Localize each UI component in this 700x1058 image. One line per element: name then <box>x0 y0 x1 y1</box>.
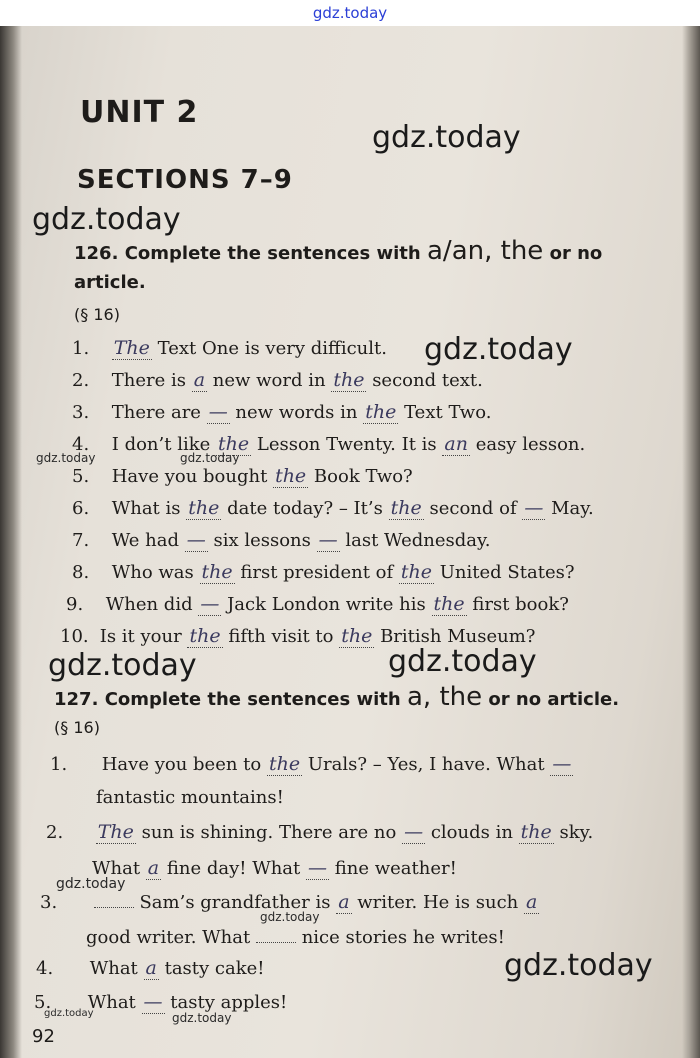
line-number: 4. <box>72 434 90 455</box>
handwritten-answer: the <box>333 369 365 391</box>
watermark: gdz.today <box>260 910 320 924</box>
handwritten-answer: the <box>189 625 221 647</box>
line-number: 3. <box>72 402 90 423</box>
line-text: tasty apples! <box>170 992 288 1013</box>
line-text: Have you been to <box>101 754 262 775</box>
line-text: Sam’s grandfather is <box>139 892 331 913</box>
exercise-line-continuation <box>86 927 505 948</box>
line-text: sky. <box>559 822 594 843</box>
watermark: gdz.today <box>32 202 181 237</box>
line-text: six lessons <box>213 530 311 551</box>
watermark: gdz.today <box>172 1011 232 1025</box>
exercise-line-continuation <box>92 857 457 879</box>
handwritten-answer: the <box>520 821 552 843</box>
line-number: 9. <box>66 594 84 615</box>
exercise-line <box>66 593 569 615</box>
exercise-line <box>50 753 573 775</box>
heading-text: Complete the sentences with <box>124 243 421 264</box>
line-text: May. <box>551 498 594 519</box>
handwritten-answer: a <box>526 891 538 913</box>
exercise-line <box>72 561 574 583</box>
handwritten-answer: the <box>201 561 233 583</box>
line-text: Lesson Twenty. It is <box>256 434 437 455</box>
line-text: I don’t like <box>111 434 211 455</box>
line-text: new words in <box>235 402 358 423</box>
handwritten-answer: a <box>147 857 160 879</box>
exercise-line <box>46 821 593 843</box>
handwritten-answer: the <box>365 401 397 423</box>
line-number: 5. <box>34 992 52 1013</box>
handwritten-answer: The <box>97 821 134 843</box>
line-number: 1. <box>72 338 90 359</box>
handwritten-answer: — <box>552 753 572 775</box>
handwritten-answer: the <box>341 625 373 647</box>
line-text: There is <box>111 370 186 391</box>
line-number: 7. <box>72 530 90 551</box>
exercise-line <box>72 497 594 519</box>
page-number: 92 <box>32 1026 55 1047</box>
handwritten-answer: The <box>113 337 150 359</box>
line-text: Who was <box>111 562 194 583</box>
exercise-line <box>72 529 490 551</box>
line-text: fine day! What <box>166 858 301 879</box>
handwritten-answer: — <box>524 497 544 519</box>
line-text: new word in <box>212 370 326 391</box>
line-text: British Museum? <box>380 626 536 647</box>
watermark: gdz.today <box>388 644 537 679</box>
line-number: 10. <box>60 626 89 647</box>
sections-title: SECTIONS 7–9 <box>77 165 293 195</box>
handwritten-answer: — <box>404 821 424 843</box>
line-text: tasty cake! <box>164 958 265 979</box>
line-text: clouds in <box>430 822 513 843</box>
watermark: gdz.today <box>180 451 240 465</box>
handwritten-answer: an <box>444 433 468 455</box>
line-text: What <box>87 992 136 1013</box>
line-text: Text One is very difficult. <box>157 338 387 359</box>
handwritten-answer: the <box>400 561 433 583</box>
handwritten-answer: the <box>275 465 307 487</box>
line-text: What <box>92 858 141 879</box>
line-text: fine weather! <box>334 858 457 879</box>
heading-text: or no article. <box>488 689 620 710</box>
handwritten-answer: — <box>186 529 206 551</box>
watermark: gdz.today <box>36 451 96 465</box>
line-text: sun is shining. There are no <box>141 822 397 843</box>
watermark: gdz.today <box>48 648 197 683</box>
handwritten-answer: — <box>318 529 338 551</box>
exercise-line <box>72 401 491 423</box>
page-edge-shadow <box>682 26 700 1058</box>
exercise-line <box>36 957 265 979</box>
line-text: Book Two? <box>313 466 413 487</box>
exercise-number: 127. <box>54 689 99 710</box>
line-number: 2. <box>46 822 64 843</box>
line-text: first book? <box>472 594 569 615</box>
handwritten-answer: the <box>218 433 250 455</box>
watermark: gdz.today <box>424 332 573 367</box>
line-text: date today? – It’s <box>227 498 383 519</box>
site-header-link[interactable]: gdz.today <box>312 4 388 22</box>
line-text: nice stories he writes! <box>301 927 505 948</box>
line-text: Text Two. <box>404 402 492 423</box>
handwritten-answer: a <box>193 369 206 391</box>
line-text: first president of <box>240 562 394 583</box>
handwritten-answer: the <box>268 753 301 775</box>
handwritten-answer: — <box>143 991 163 1013</box>
handwritten-answer: the <box>433 593 465 615</box>
watermark: gdz.today <box>504 948 653 983</box>
watermark: gdz.today <box>44 1008 94 1019</box>
line-text: writer. He is such <box>357 892 519 913</box>
line-number: 3. <box>40 892 58 913</box>
line-number: 2. <box>72 370 90 391</box>
exercise-line <box>72 337 387 359</box>
exercise-126-heading-cont: article. <box>74 272 146 293</box>
line-number: 6. <box>72 498 90 519</box>
exercise-line-continuation: fantastic mountains! <box>96 787 284 808</box>
line-text: What is <box>111 498 181 519</box>
answer-blank <box>94 907 134 908</box>
line-text: Have you bought <box>111 466 268 487</box>
grammar-reference: (§ 16) <box>74 305 120 324</box>
grammar-reference: (§ 16) <box>54 718 100 737</box>
line-number: 5. <box>72 466 90 487</box>
unit-title: UNIT 2 <box>80 95 199 130</box>
line-text: Jack London write his <box>227 594 426 615</box>
line-text: good writer. What <box>86 927 251 948</box>
line-text: When did <box>105 594 193 615</box>
line-text: second of <box>429 498 517 519</box>
watermark: gdz.today <box>56 876 126 892</box>
exercise-number: 126. <box>74 243 119 264</box>
answer-blank <box>256 942 296 943</box>
line-text: last Wednesday. <box>345 530 491 551</box>
line-text: fifth visit to <box>228 626 334 647</box>
handwritten-answer: a <box>145 957 157 979</box>
line-text: United States? <box>439 562 575 583</box>
book-spine-shadow <box>0 26 22 1058</box>
handwritten-answer: — <box>308 857 328 879</box>
handwritten-answer: the <box>188 497 220 519</box>
exercise-line <box>72 433 585 455</box>
line-number: 1. <box>50 754 68 775</box>
heading-text: Complete the sentences with <box>104 689 401 710</box>
line-number: 4. <box>36 958 54 979</box>
exercise-line <box>72 369 483 391</box>
heading-articles: a/an, the <box>427 236 544 266</box>
line-text: We had <box>111 530 179 551</box>
handwritten-answer: the <box>390 497 422 519</box>
handwritten-answer: — <box>200 593 220 615</box>
handwritten-answer: — <box>208 401 228 423</box>
watermark: gdz.today <box>372 120 521 155</box>
line-text: What <box>89 958 138 979</box>
line-text: There are <box>111 402 201 423</box>
heading-articles: a, the <box>407 682 483 712</box>
line-text: easy lesson. <box>475 434 586 455</box>
line-text: Is it your <box>99 626 182 647</box>
line-number: 8. <box>72 562 90 583</box>
handwritten-answer: a <box>338 891 350 913</box>
line-text: Urals? – Yes, I have. What <box>307 754 545 775</box>
exercise-127-heading <box>54 682 619 712</box>
line-text: second text. <box>372 370 483 391</box>
heading-text: or no <box>549 243 603 264</box>
exercise-126-heading <box>74 236 602 266</box>
exercise-line <box>72 465 413 487</box>
site-header <box>0 0 700 26</box>
